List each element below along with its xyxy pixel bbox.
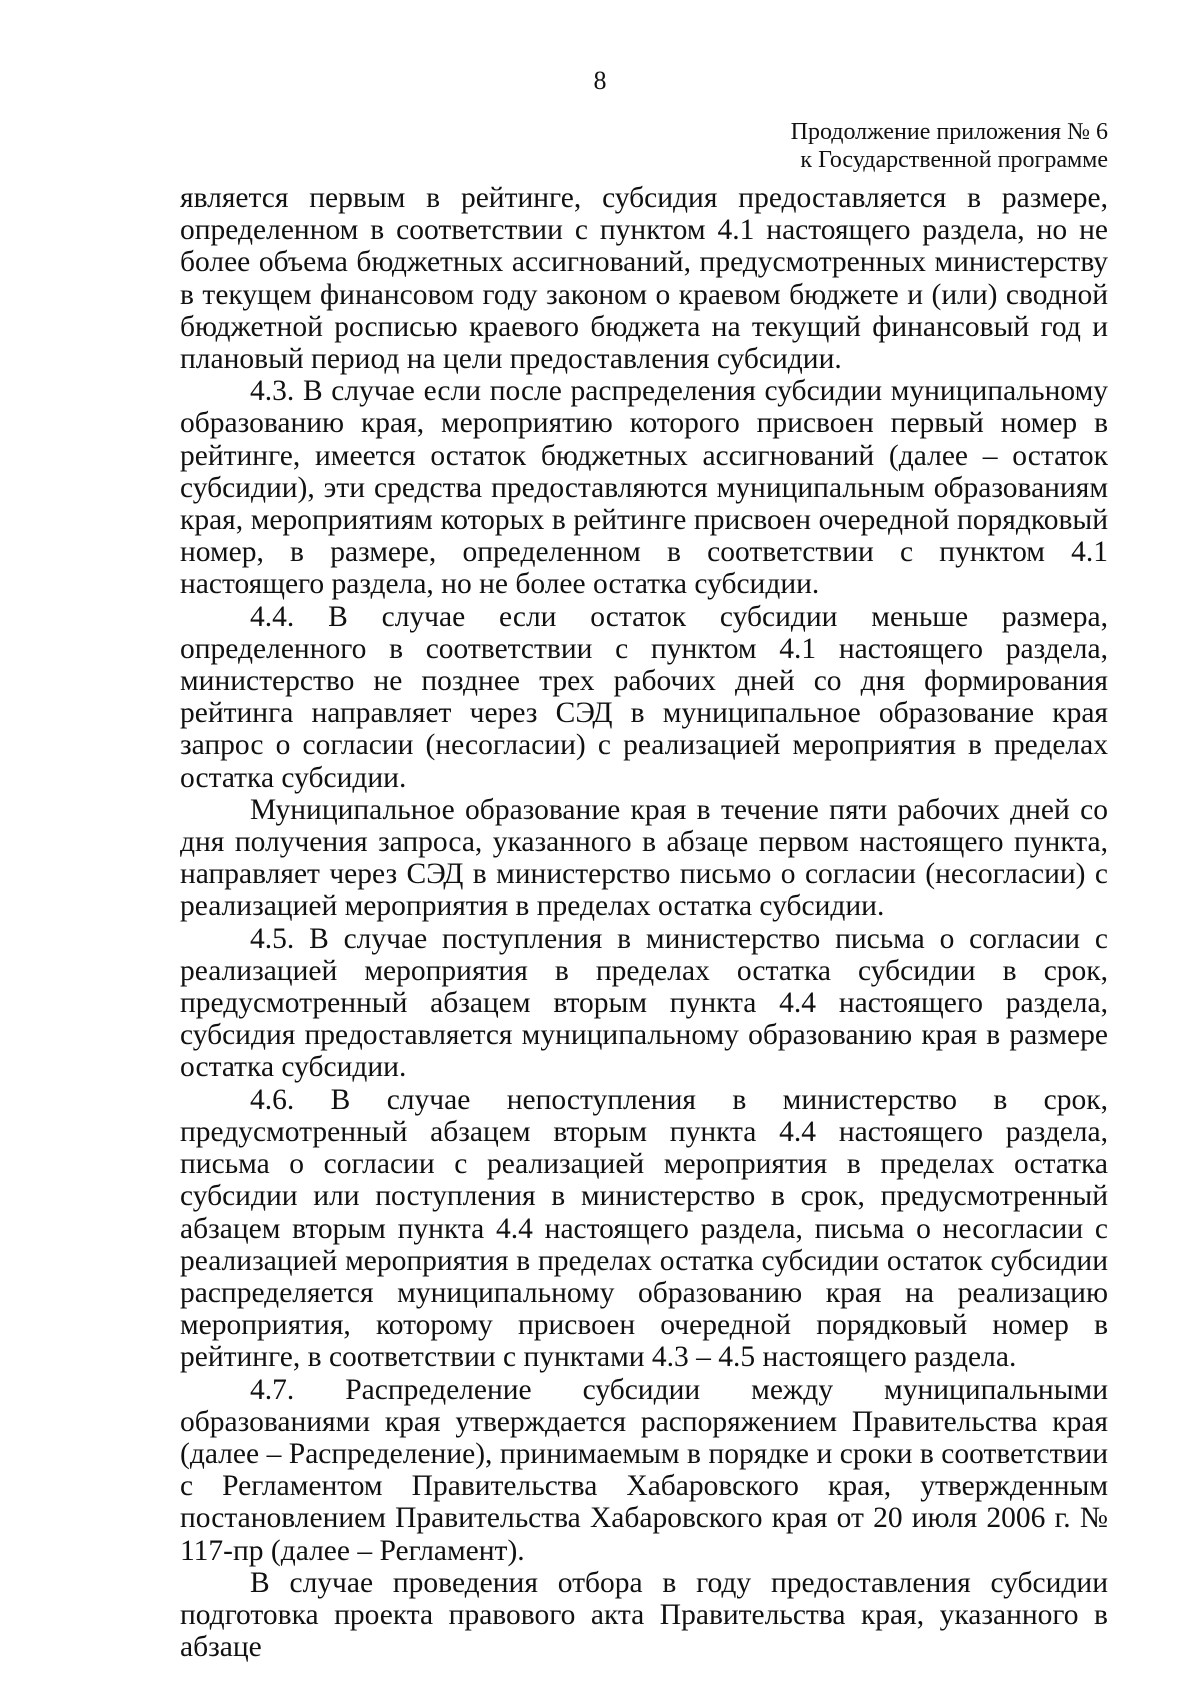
page-number: 8: [593, 66, 607, 95]
appendix-header-line-2: к Государственной программе: [800, 147, 1108, 173]
paragraph-4-4: 4.4. В случае если остаток субсидии меньше размера, определенного в соответствии с пунктом 4.1 настоящего раздела, министерство не позднее трех рабочих дней со дня формирования рейтинга направляет через СЭД в муниципальное образование края запрос о согласии (несогласии) с реализацией мероприятия в пределах остатка субсидии.: [180, 600, 1108, 794]
paragraph-4-6: 4.6. В случае непоступления в министерство в срок, предусмотренный абзацем вторым пункта 4.4 настоящего раздела, письма о согласии с реализацией мероприятия в пределах остатка субсидии или поступления в министерство в срок, предусмотренный абзацем вторым пункта 4.4 настоящего раздела, письма о несогласии с реализацией мероприятия в пределах остатка субсидии остаток субсидии распределяется муниципальному образованию края на реализацию мероприятия, которому присвоен очередной порядковый номер в рейтинге, в соответствии с пунктами 4.3 – 4.5 настоящего раздела.: [180, 1083, 1108, 1374]
paragraph-4-3: 4.3. В случае если после распределения субсидии муниципальному образованию края, мероприятию которого присвоен первый номер в рейтинге, имеется остаток бюджетных ассигнований (далее – остаток субсидии), эти средства предоставляются муниципальным образованиям края, мероприятиям которых в рейтинге присвоен очередной порядковый номер, в размере, определенном в соответствии с пунктом 4.1 настоящего раздела, но не более остатка субсидии.: [180, 375, 1108, 601]
appendix-header-line-1: Продолжение приложения № 6: [790, 119, 1108, 145]
appendix-header: [791, 118, 1108, 174]
document-body: [180, 182, 1108, 1663]
paragraph-4-5: 4.5. В случае поступления в министерство письма о согласии с реализацией мероприятия в пределах остатка субсидии в срок, предусмотренный абзацем вторым пункта 4.4 настоящего раздела, субсидия предоставляется муниципальному образованию края в размере остатка субсидии.: [180, 922, 1108, 1084]
paragraph-4-7: 4.7. Распределение субсидии между муниципальными образованиями края утверждается распоряжением Правительства края (далее – Распределение), принимаемым в порядке и сроки в соответствии с Регламентом Правительства Хабаровского края, утвержденным постановлением Правительства Хабаровского края от 20 июля 2006 г. № 117-пр (далее – Регламент).: [180, 1373, 1108, 1567]
paragraph-4-4-second: Муниципальное образование края в течение пяти рабочих дней со дня получения запроса, указанного в абзаце первом настоящего пункта, направляет через СЭД в министерство письмо о согласии (несогласии) с реализацией мероприятия в пределах остатка субсидии.: [180, 793, 1108, 923]
paragraph-continuation: является первым в рейтинге, субсидия предоставляется в размере, определенном в соответствии с пунктом 4.1 настоящего раздела, но не более объема бюджетных ассигнований, предусмотренных министерству в текущем финансовом году законом о краевом бюджете и (или) сводной бюджетной росписью краевого бюджета на текущий финансовый год и плановый период на цели предоставления субсидии.: [180, 182, 1108, 376]
paragraph-4-7-second: В случае проведения отбора в году предоставления субсидии подготовка проекта правового акта Правительства края, указанного в абзаце: [180, 1566, 1108, 1664]
